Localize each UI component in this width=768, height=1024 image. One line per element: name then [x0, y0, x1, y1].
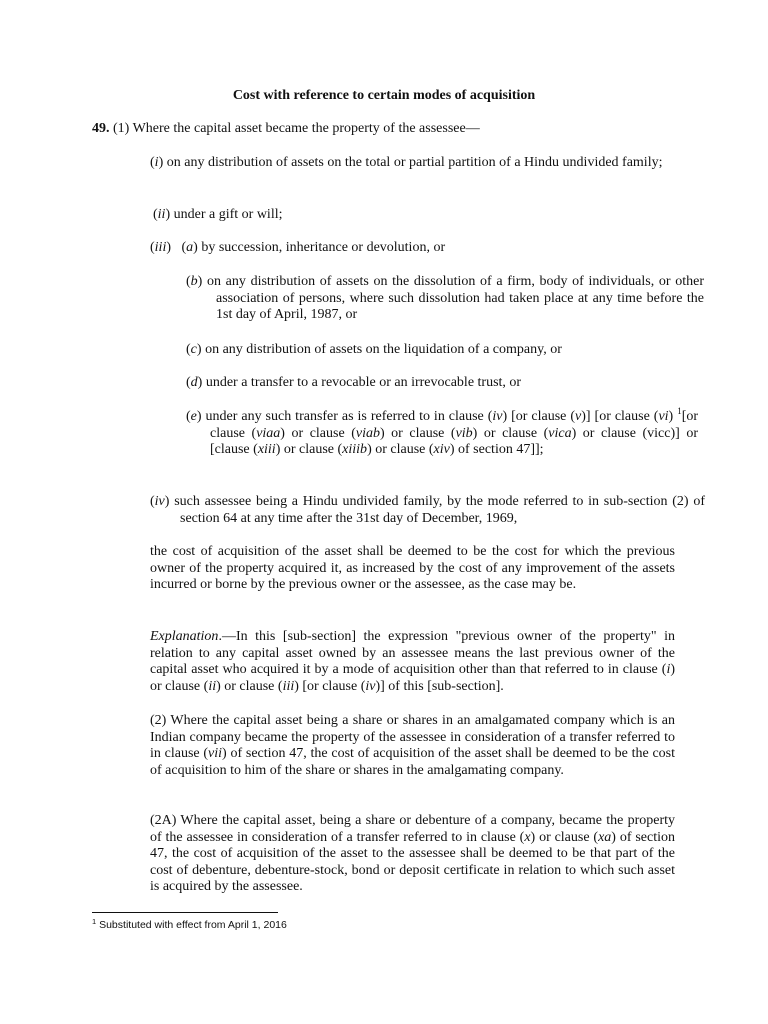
clause-iii-d-text: under a transfer to a revocable or an irrevocable trust, or	[205, 375, 522, 390]
clause-i: (i) on any distribution of assets on the total or partial partition of a Hindu undivided family;	[150, 155, 663, 170]
clause-iii-e: (e) under any such transfer as is referred to in clause (iv) [or clause (v)] [or clause (vi) $^1$[or clause (viaa) or clause (viab) or clause (vib) or clause (vica) or clause (vicc)] or [clause (xiii) or clause (xiiib) or clause (xiv) of section 47]];	[186, 406, 699, 457]
clause-iii-a-label: a	[186, 240, 194, 255]
text-run: ) of section 47, the cost of acquisition of the asset to the assessee shall be deemed to be that part of the cost of debenture, debenture-stock, bond or deposit certificate in relation to which such asset is acquired by the assessee.	[150, 829, 675, 894]
subsection-2a	[150, 813, 675, 896]
section-number: 49.	[92, 121, 110, 136]
explanation-paragraph	[150, 629, 675, 695]
clause-iv-text: such assessee being a Hindu undivided family, by the mode referred to in sub-section (2) of section 64 at any time after the 31st day of December, 1969,	[174, 494, 705, 526]
text-run: under any such transfer as is referred to in clause (	[205, 409, 493, 424]
text-run: )	[668, 409, 678, 424]
clause-ref: vica	[548, 425, 572, 441]
clause-ref: iv	[492, 409, 503, 424]
clause-iii-d-label: d	[190, 375, 198, 390]
clause-i-num: i	[154, 155, 159, 170]
text-run: )] [or clause (	[581, 409, 659, 424]
footnote-text: Substituted with effect from April 1, 2016	[99, 919, 287, 931]
section-heading: Cost with reference to certain modes of acquisition	[232, 88, 536, 103]
text-run: ) [or clause (	[502, 409, 576, 424]
clause-ref: vi	[658, 409, 669, 424]
clause-iii-b: (b) on any distribution of assets on the dissolution of a firm, body of individuals, or other association of persons, where such dissolution had taken place at any time before the 1st day of April, 1987, or	[186, 274, 704, 322]
text-run: ) or clause (	[367, 442, 434, 457]
text-run: ) or clause (	[379, 425, 456, 441]
text-run: ) or clause (	[472, 425, 549, 441]
clause-ref: ii	[208, 678, 217, 694]
footnote-marker[interactable]: 1	[677, 406, 682, 416]
text-run: ) or clause (	[280, 425, 356, 441]
subsection-2	[150, 713, 675, 779]
clause-ref: vib	[455, 425, 473, 441]
clause-ref: iii	[282, 678, 295, 694]
section-intro-text: (1) Where the capital asset became the property of the assessee—	[113, 121, 480, 136]
text-run: [or clause (	[210, 409, 699, 441]
clause-ii-text: under a gift or will;	[173, 207, 283, 222]
footnote-mark: 1	[92, 917, 97, 926]
clause-iii-c-text: on any distribution of assets on the liquidation of a company, or	[205, 342, 562, 357]
clause-ref: i	[666, 662, 671, 677]
text-run: ) of section 47, the cost of acquisition of the asset shall be deemed to be the cost of acquisition to him of the share or shares in the amalgamating company.	[150, 746, 676, 778]
text-run: ) or clause (	[275, 442, 343, 457]
clause-ref: vii	[208, 746, 223, 761]
clause-iii-c-label: c	[190, 342, 197, 357]
clause-ref: viab	[355, 425, 380, 441]
conclusion-paragraph: the cost of acquisition of the asset shall be deemed to be the cost for which the previous owner of the property acquired it, as increased by the cost of any improvement of the assets incurred or borne by the previous owner or the assessee, as the case may be.	[150, 544, 675, 592]
clause-ref: v	[575, 409, 582, 424]
section-intro	[92, 121, 682, 138]
clause-ref: xa	[598, 829, 612, 845]
clause-ii: (ii) under a gift or will;	[153, 207, 283, 222]
text-run: (2) Where the capital asset being a share or shares in an amalgamated company which is an Indian company became the property of the assessee in consideration of a transfer referred to in clause (	[150, 713, 675, 761]
text-run: ) or clause (	[530, 829, 599, 845]
text-run: ) or clause (vicc)] or [clause (	[210, 425, 698, 457]
text-run: (2A) Where the capital asset, being a share or debenture of a company, became the property of the assessee in consideration of a transfer referred to in clause (	[150, 813, 675, 845]
text-run: ) of section 47]];	[449, 442, 544, 457]
explanation-label: Explanation	[150, 629, 219, 644]
clause-i-text: on any distribution of assets on the total or partial partition of a Hindu undivided family;	[166, 155, 663, 170]
clause-ref: iv	[365, 678, 376, 694]
clause-ref: xiv	[433, 442, 450, 457]
clause-iii-e-label: e	[190, 409, 197, 424]
clause-ref: xiiib	[342, 442, 368, 457]
clause-iv: (iv) such assessee being a Hindu undivided family, by the mode referred to in sub-section (2) of section 64 at any time after the 31st day of December, 1969,	[150, 494, 705, 526]
clause-iii-b-text: on any distribution of assets on the dissolution of a firm, body of individuals, or other association of persons, where such dissolution had taken place at any time before the 1st day of April, 1987, or	[207, 274, 704, 322]
clause-iv-num: iv	[154, 494, 165, 509]
text-run: ) [or clause (	[294, 678, 366, 694]
clause-iii-a-text: by succession, inheritance or devolution, or	[201, 240, 446, 255]
text-run: .—In this [sub-section] the expression "previous owner of the property" in relation to any capital asset owned by an assessee means the last previous owner of the capital asset who acquired it by a mode of acquisition other than that referred to in clause (	[150, 629, 675, 677]
clause-iii-c: (c) on any distribution of assets on the liquidation of a company, or	[186, 342, 562, 357]
clause-iii-b-label: b	[190, 274, 198, 289]
text-run: )] of this [sub-section].	[375, 678, 504, 694]
clause-iii-a: (iii) (a) by succession, inheritance or devolution, or	[150, 240, 446, 255]
text-run: ) or clause (	[216, 678, 283, 694]
footnote-separator	[92, 912, 278, 913]
clause-ii-num: ii	[157, 207, 166, 222]
footnote	[92, 918, 287, 932]
clause-iii-d: (d) under a transfer to a revocable or an irrevocable trust, or	[186, 375, 522, 390]
clause-ref: x	[524, 829, 531, 845]
clause-ref: viaa	[256, 425, 281, 441]
clause-iii-num: iii	[154, 240, 167, 255]
text-run: ) or clause (	[150, 662, 675, 694]
clause-ref: xiii	[257, 442, 276, 457]
